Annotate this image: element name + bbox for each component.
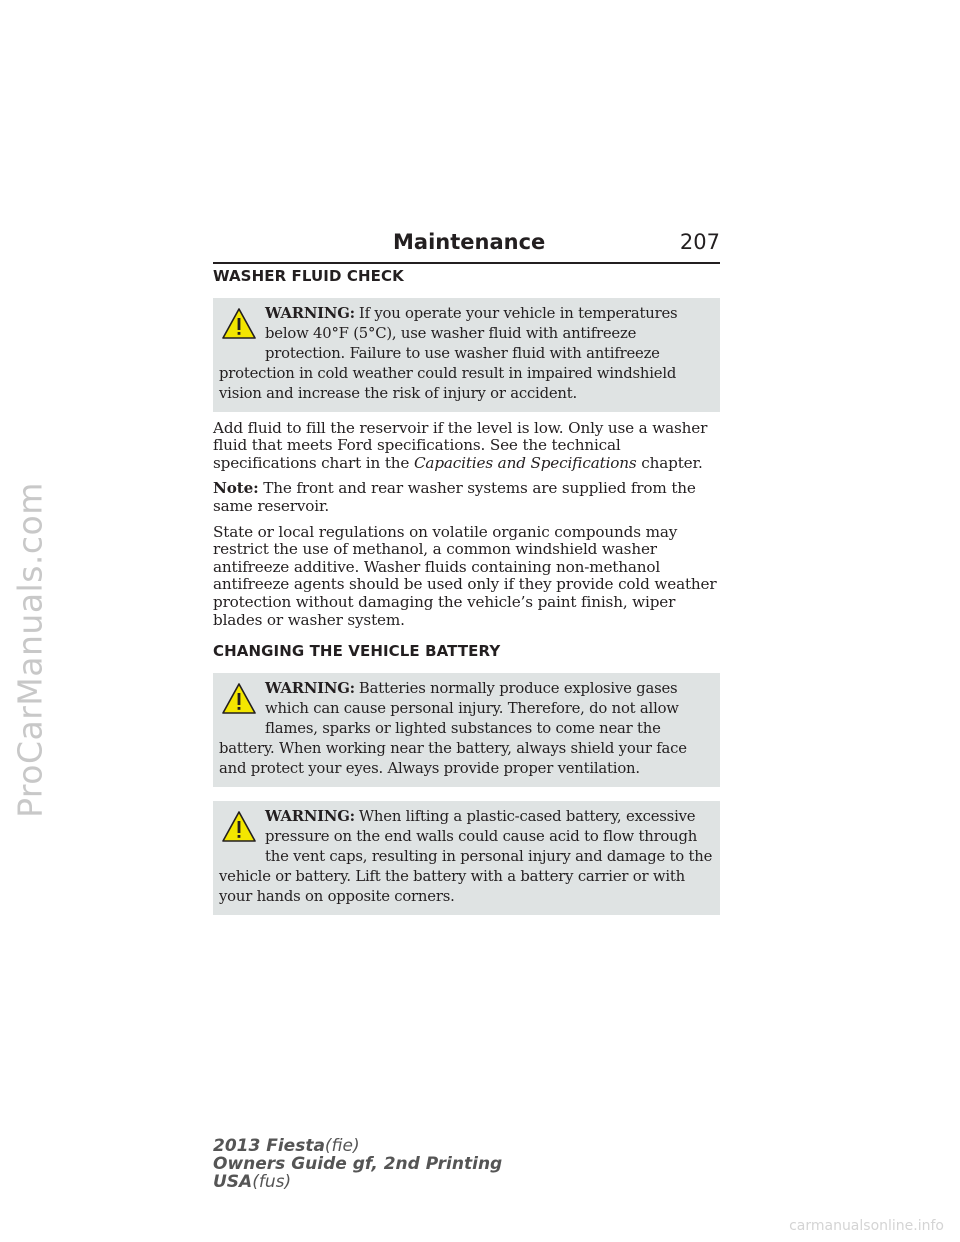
warning-text: If you operate your vehicle in temperatures below 40°F (5°C), use washer fluid with antifreeze protection. Failure to use washer fluid with antifreeze protection in cold weather could result in impaired windshield vision and increase the risk of injury or accident.	[219, 304, 678, 402]
warning-triangle-icon	[221, 810, 257, 848]
watermark	[0, 300, 60, 1000]
note-text: The front and rear washer systems are supplied from the same reservoir.	[213, 479, 696, 515]
page-footer	[213, 1137, 502, 1191]
page-content	[213, 268, 720, 923]
section-heading-battery: CHANGING THE VEHICLE BATTERY	[213, 642, 501, 661]
warning-box-battery-gases	[213, 673, 720, 787]
footer-line-region	[213, 1173, 502, 1191]
paragraph-text: Add fluid to fill the reservoir if the level is low. Only use a washer fluid that meets Ford specifications. See the technical specifications chart in the	[213, 418, 708, 472]
warning-label: WARNING:	[265, 304, 355, 322]
chapter-reference-link[interactable]: Capacities and Specifications	[413, 453, 637, 472]
warning-text: When lifting a plastic-cased battery, excessive pressure on the end walls could cause acid to flow through the vent caps, resulting in personal injury and damage to the vehicle or battery. Lift the battery with a battery carrier or with your hands on opposite corners.	[219, 807, 713, 905]
site-watermark: carmanualsonline.info	[789, 1218, 944, 1234]
warning-label: WARNING:	[265, 807, 355, 825]
footer-model-code: (fie)	[324, 1136, 360, 1156]
warning-box-washer	[213, 298, 720, 412]
paragraph-add-fluid	[213, 420, 720, 473]
footer-model: 2013 Fiesta	[213, 1136, 325, 1156]
paragraph-regulations: State or local regulations on volatile organic compounds may restrict the use of methanol, a common windshield washer antifreeze additive. Washer fluids containing non-methanol antifreeze agents should be used only if they provide cold weather protection without damaging the vehicle’s paint finish, wiper blades or washer system.	[213, 522, 717, 629]
footer-region: USA	[213, 1172, 253, 1192]
warning-triangle-icon	[221, 682, 257, 720]
page-title: Maintenance	[393, 230, 546, 254]
footer-line-model	[213, 1137, 502, 1155]
page-header	[213, 230, 720, 264]
note-label: Note:	[213, 479, 259, 498]
footer-line-guide: Owners Guide gf, 2nd Printing	[213, 1154, 503, 1174]
footer-region-code: (fus)	[252, 1172, 292, 1192]
paragraph-text-end: chapter.	[641, 453, 703, 472]
paragraph-note	[213, 480, 720, 515]
watermark-text: ProCarManuals.com	[10, 482, 50, 818]
warning-triangle-icon	[221, 307, 257, 345]
warning-label: WARNING:	[265, 679, 355, 697]
section-heading-washer-fluid: WASHER FLUID CHECK	[213, 267, 404, 285]
page-number: 207	[679, 230, 720, 254]
warning-box-battery-lifting	[213, 801, 720, 915]
warning-text: Batteries normally produce explosive gases which can cause personal injury. Therefore, do not allow flames, sparks or lighted substances to come near the battery. When working near the battery, always shield your face and protect your eyes. Always provide proper ventilation.	[219, 679, 687, 777]
